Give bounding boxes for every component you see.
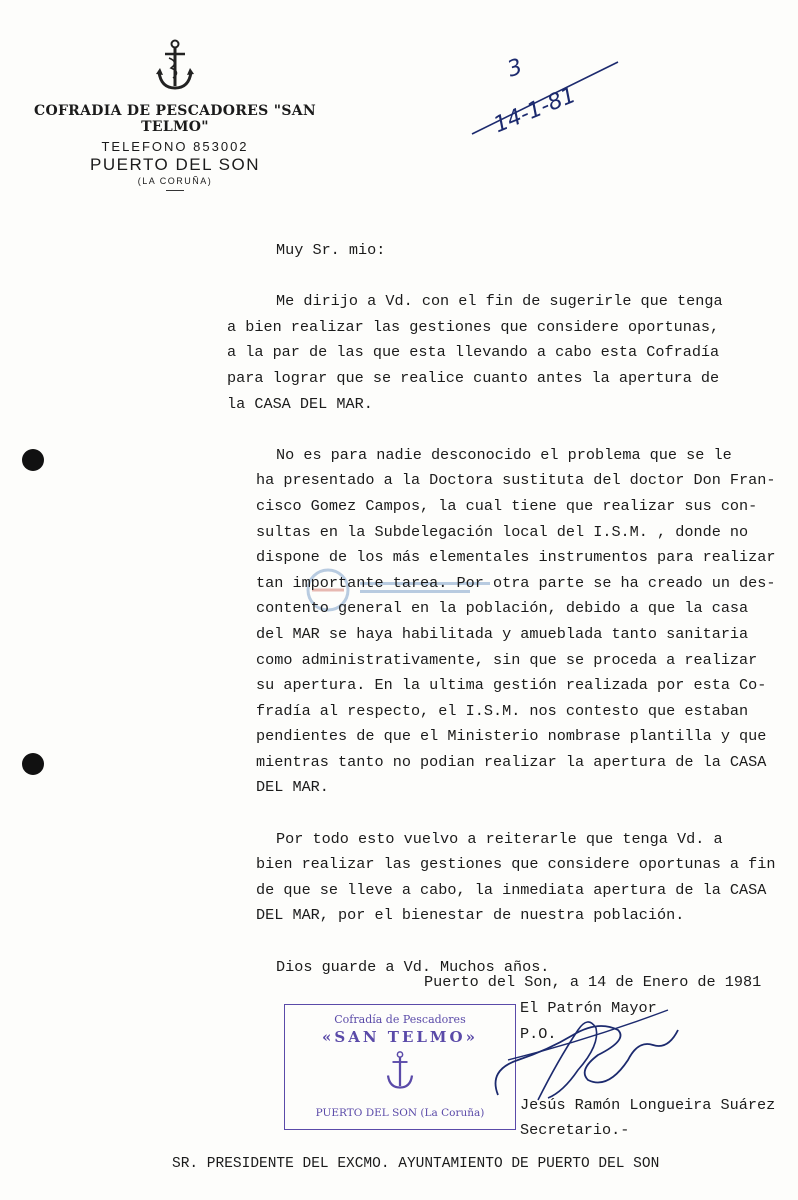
text-line: sultas en la Subdelegación local del I.S.M. , donde no — [256, 522, 749, 541]
text-line: Me dirijo a Vd. con el fin de sugerirle que tenga — [276, 292, 723, 311]
letterhead-rule — [166, 190, 184, 191]
letterhead-name: COFRADIA DE PESCADORES "SAN TELMO" — [34, 103, 316, 135]
text-line: bien realizar las gestiones que considere oportunas a fin — [256, 855, 776, 874]
punch-hole-bottom — [22, 753, 44, 775]
text-line: fradía al respecto, el I.S.M. nos contesto que estaban — [256, 701, 749, 720]
stamp-line-2: «SAN TELMO» — [322, 1028, 478, 1046]
paragraph-3 — [256, 827, 786, 929]
text-line: la CASA DEL MAR. — [227, 394, 373, 413]
letterhead-phone: TELEFONO 853002 — [101, 139, 249, 154]
handwritten-annotation — [470, 42, 620, 152]
text-line: mientras tanto no podian realizar la apertura de la CASA — [256, 752, 767, 771]
anchor-icon — [155, 38, 195, 94]
stamp-line-1: Cofradía de Pescadores — [334, 1013, 466, 1026]
text-line: cisco Gomez Campos, la cual tiene que realizar sus con- — [256, 496, 758, 515]
text-line: para lograr que se realice cuanto antes la apertura de — [227, 368, 720, 387]
closing: Dios guarde a Vd. Muchos años. — [276, 957, 550, 976]
stamp-anchor-icon — [385, 1050, 415, 1092]
annotation-date: 14-1-81 — [490, 82, 580, 139]
text-line: pendientes de que el Ministerio nombrase plantilla y que — [256, 727, 767, 746]
annotation-number: 3 — [504, 54, 526, 83]
signatory-po: P.O. — [520, 1024, 557, 1043]
signatory-title: El Patrón Mayor — [520, 999, 657, 1017]
text-line: contento general en la población, debido a que la casa — [256, 599, 749, 618]
text-line: Por todo esto vuelvo a reiterarle que tenga Vd. a — [276, 829, 723, 848]
punch-hole-top — [22, 449, 44, 471]
letterhead-town: PUERTO DEL SON — [90, 155, 260, 174]
paragraph-1 — [227, 289, 786, 417]
letterhead — [30, 38, 320, 191]
place-date: Puerto del Son, a 14 de Enero de 1981 — [424, 973, 762, 991]
stamp-line-3: PUERTO DEL SON (La Coruña) — [315, 1107, 485, 1119]
text-line: a la par de las que esta llevando a cabo esta Cofradía — [227, 343, 720, 362]
paragraph-2 — [256, 443, 786, 801]
text-line: del MAR se haya habilitada y amueblada tanto sanitaria — [256, 624, 749, 643]
text-line: ha presentado a la Doctora sustituta del doctor Don Fran- — [256, 471, 776, 490]
text-line: a bien realizar las gestiones que considere oportunas, — [227, 317, 720, 336]
text-line: de que se lleve a cabo, la inmediata apertura de la CASA — [256, 880, 767, 899]
text-line: DEL MAR. — [256, 778, 329, 797]
text-line: No es para nadie desconocido el problema que se le — [276, 445, 732, 464]
signatory-role: Secretario.- — [520, 1121, 630, 1140]
text-line: dispone de los más elementales instrumentos para realizar — [256, 548, 776, 567]
text-line: como administrativamente, sin que se proceda a realizar — [256, 650, 758, 669]
text-line: tan importante tarea. Por otra parte se ha creado un des- — [256, 573, 776, 592]
letter-body — [227, 238, 786, 980]
letterhead-province: (LA CORUÑA) — [137, 176, 213, 186]
salutation: Muy Sr. mio: — [276, 241, 386, 259]
handwritten-signature — [478, 1000, 688, 1110]
signatory-name: Jesús Ramón Longueira Suárez — [520, 1095, 776, 1114]
text-line: DEL MAR, por el bienestar de nuestra población. — [256, 906, 685, 925]
text-line: su apertura. En la ultima gestión realizada por esta Co- — [256, 676, 767, 695]
addressee: SR. PRESIDENTE DEL EXCMO. AYUNTAMIENTO DE PUERTO DEL SON — [172, 1156, 660, 1172]
